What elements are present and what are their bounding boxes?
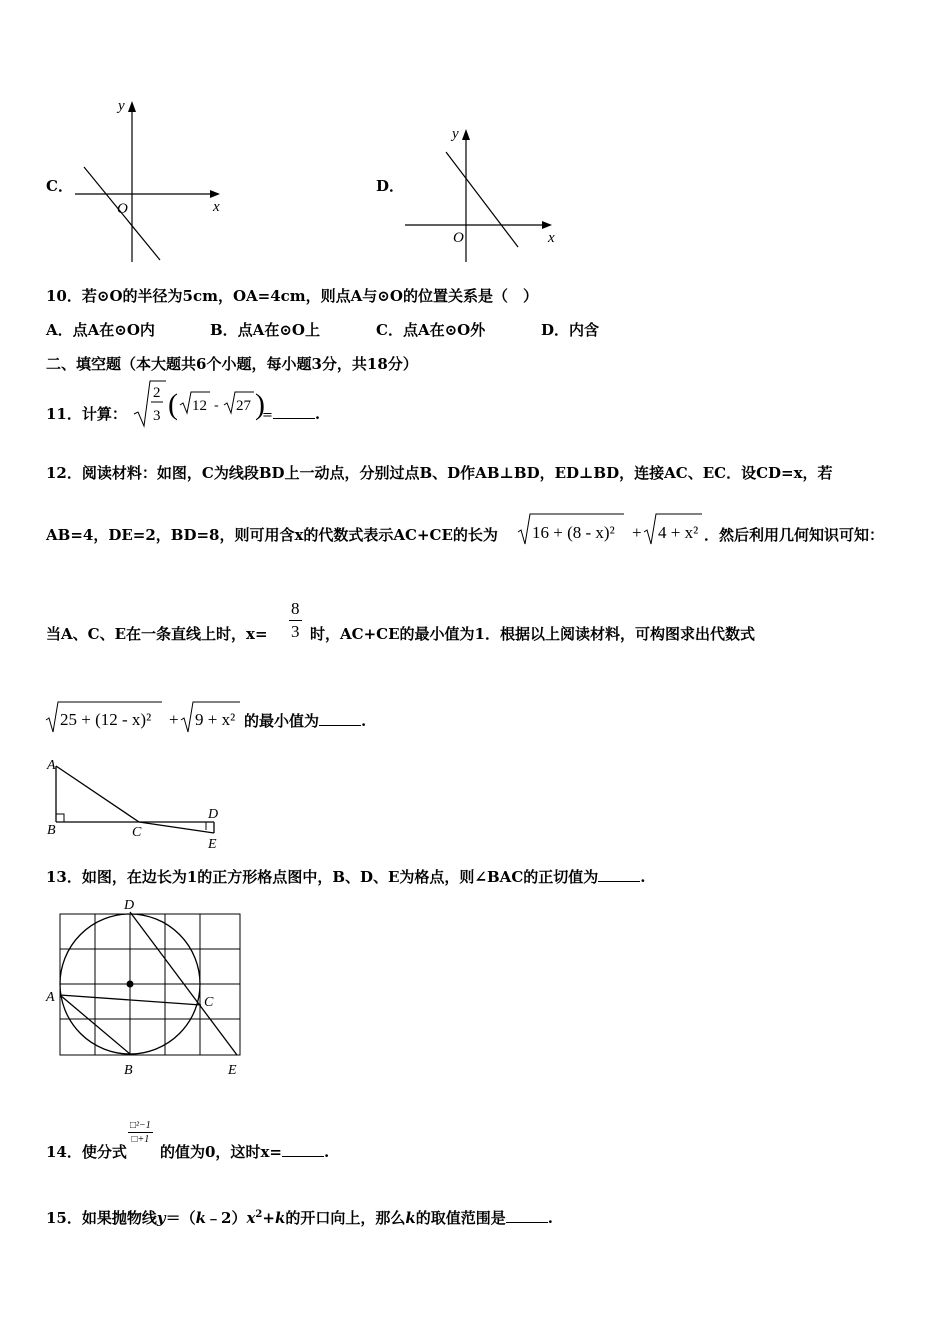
origin-label: O xyxy=(453,230,464,246)
segment-ce xyxy=(139,822,214,833)
q14-suffix: 的值为0，这时x= xyxy=(160,1143,282,1161)
q12-plus-2: + xyxy=(169,710,179,729)
q15-answer-blank[interactable] xyxy=(506,1208,548,1223)
label-d: D xyxy=(208,807,219,822)
q15-prefix: 15．如果抛物线 xyxy=(46,1209,157,1227)
q10-stem: 10．若⊙O的半径为5cm，OA=4cm，则点A与⊙O的位置关系是（ ） xyxy=(46,287,538,305)
y-label: y xyxy=(118,98,125,114)
x-label: x xyxy=(213,199,220,215)
q13-figure xyxy=(44,894,246,1080)
q15-eq: ＝（ xyxy=(165,1209,196,1227)
q12-answer-blank[interactable] xyxy=(319,711,361,726)
q15-mid: ﹣2） xyxy=(206,1209,247,1227)
label-a: A xyxy=(47,758,56,773)
x-label: x xyxy=(548,230,555,246)
q10-option-b: B．点A在⊙O上 xyxy=(210,321,320,339)
q15-suffix: 的取值范围是 xyxy=(415,1209,506,1227)
q12-expr3: 25 + (12 - x)² xyxy=(60,710,152,729)
q14-prefix: 14．使分式 xyxy=(46,1143,127,1161)
q11-expression xyxy=(132,378,272,430)
q12-line1: 12．阅读材料：如图，C为线段BD上一动点，分别过点B、D作AB⊥BD，ED⊥BD，连接AC、EC．设CD=x，若 xyxy=(46,464,833,482)
q11-answer-blank[interactable] xyxy=(273,404,315,419)
q12-figure xyxy=(44,754,226,852)
q10-option-a: A．点A在⊙O内 xyxy=(46,321,155,339)
q12-line2-suffix: ．然后利用几何知识可知： xyxy=(704,526,885,544)
q15-mid2: 的开口向上，那么 xyxy=(285,1209,406,1227)
q12-expr2: 4 + x² xyxy=(658,523,699,542)
section2-title: 二、填空题（本大题共6个小题，每小题3分，共18分） xyxy=(46,355,418,373)
q11-end: . xyxy=(314,405,321,423)
q12-plus: + xyxy=(632,523,642,542)
label-e: E xyxy=(228,1063,237,1078)
svg-text:): ) xyxy=(255,388,265,421)
q13-answer-blank[interactable] xyxy=(598,867,640,882)
q12-expression-1 xyxy=(516,510,706,550)
graph-c xyxy=(70,92,230,264)
q11-rad1: 12 xyxy=(192,398,207,414)
option-c-label: C． xyxy=(46,177,73,195)
label-c: C xyxy=(204,995,214,1010)
q11-frac-den: 3 xyxy=(153,408,161,424)
q12-expr1: 16 + (8 - x)² xyxy=(532,523,615,542)
q10-option-d: D．内含 xyxy=(541,321,600,339)
q15-y: y xyxy=(156,1209,166,1227)
q15-k2: k xyxy=(274,1209,286,1227)
graph-d xyxy=(402,122,562,262)
q12-end: . xyxy=(361,712,367,730)
x-axis-arrow xyxy=(210,190,220,198)
right-angle-b xyxy=(56,814,64,822)
q11-frac-num: 2 xyxy=(153,385,161,401)
circle-center xyxy=(127,981,134,988)
q14-answer-blank[interactable] xyxy=(282,1142,324,1157)
svg-text:(: ( xyxy=(168,388,178,421)
q12-line2-prefix: AB=4，DE=2，BD=8，则可用含x的代数式表示AC+CE的长为 xyxy=(46,526,498,544)
origin-label: O xyxy=(117,201,128,217)
option-d-label: D． xyxy=(376,177,405,195)
q11-equals: = xyxy=(262,408,273,423)
q12-frac-num: 8 xyxy=(289,598,302,621)
q15-sup: 2 xyxy=(255,1209,263,1220)
label-e: E xyxy=(208,837,217,852)
q11-minus: - xyxy=(214,398,219,413)
q14-frac-den: □+1 xyxy=(131,1134,150,1145)
q12-expression-2 xyxy=(44,696,244,736)
q15-k1: k xyxy=(195,1209,207,1227)
q12-line4-suffix: 的最小值为 xyxy=(244,712,320,730)
q10-option-c: C．点A在⊙O外 xyxy=(376,321,486,339)
y-axis-arrow xyxy=(462,129,470,140)
grid xyxy=(60,914,240,1055)
x-axis-arrow xyxy=(542,221,552,229)
q15-end: . xyxy=(547,1209,554,1227)
y-label: y xyxy=(452,126,459,142)
q15-x: x xyxy=(246,1209,256,1227)
label-d: D xyxy=(124,898,135,913)
q12-line3-prefix: 当A、C、E在一条直线上时，x= xyxy=(46,625,268,643)
q11-rad2: 27 xyxy=(236,398,251,414)
q11-prefix: 11．计算： xyxy=(46,405,127,423)
q12-frac-den: 3 xyxy=(291,622,300,641)
q13-stem: 13．如图，在边长为1的正方形格点图中，B、D、E为格点，则∠BAC的正切值为 xyxy=(46,868,599,886)
q13-end: . xyxy=(640,868,646,886)
q14-end: . xyxy=(323,1143,330,1161)
segment-ac xyxy=(56,766,139,822)
label-b: B xyxy=(124,1063,133,1078)
label-b: B xyxy=(47,823,56,838)
q12-expr4: 9 + x² xyxy=(195,710,236,729)
q15-plus: + xyxy=(262,1209,275,1227)
y-axis-arrow xyxy=(128,101,136,112)
label-c: C xyxy=(132,825,142,840)
label-a: A xyxy=(46,990,55,1005)
q15-k3: k xyxy=(405,1209,416,1227)
q14-frac-num: □²−1 xyxy=(130,1120,151,1131)
q12-line3-suffix: 时，AC+CE的最小值为1．根据以上阅读材料，可构图求出代数式 xyxy=(310,625,755,643)
